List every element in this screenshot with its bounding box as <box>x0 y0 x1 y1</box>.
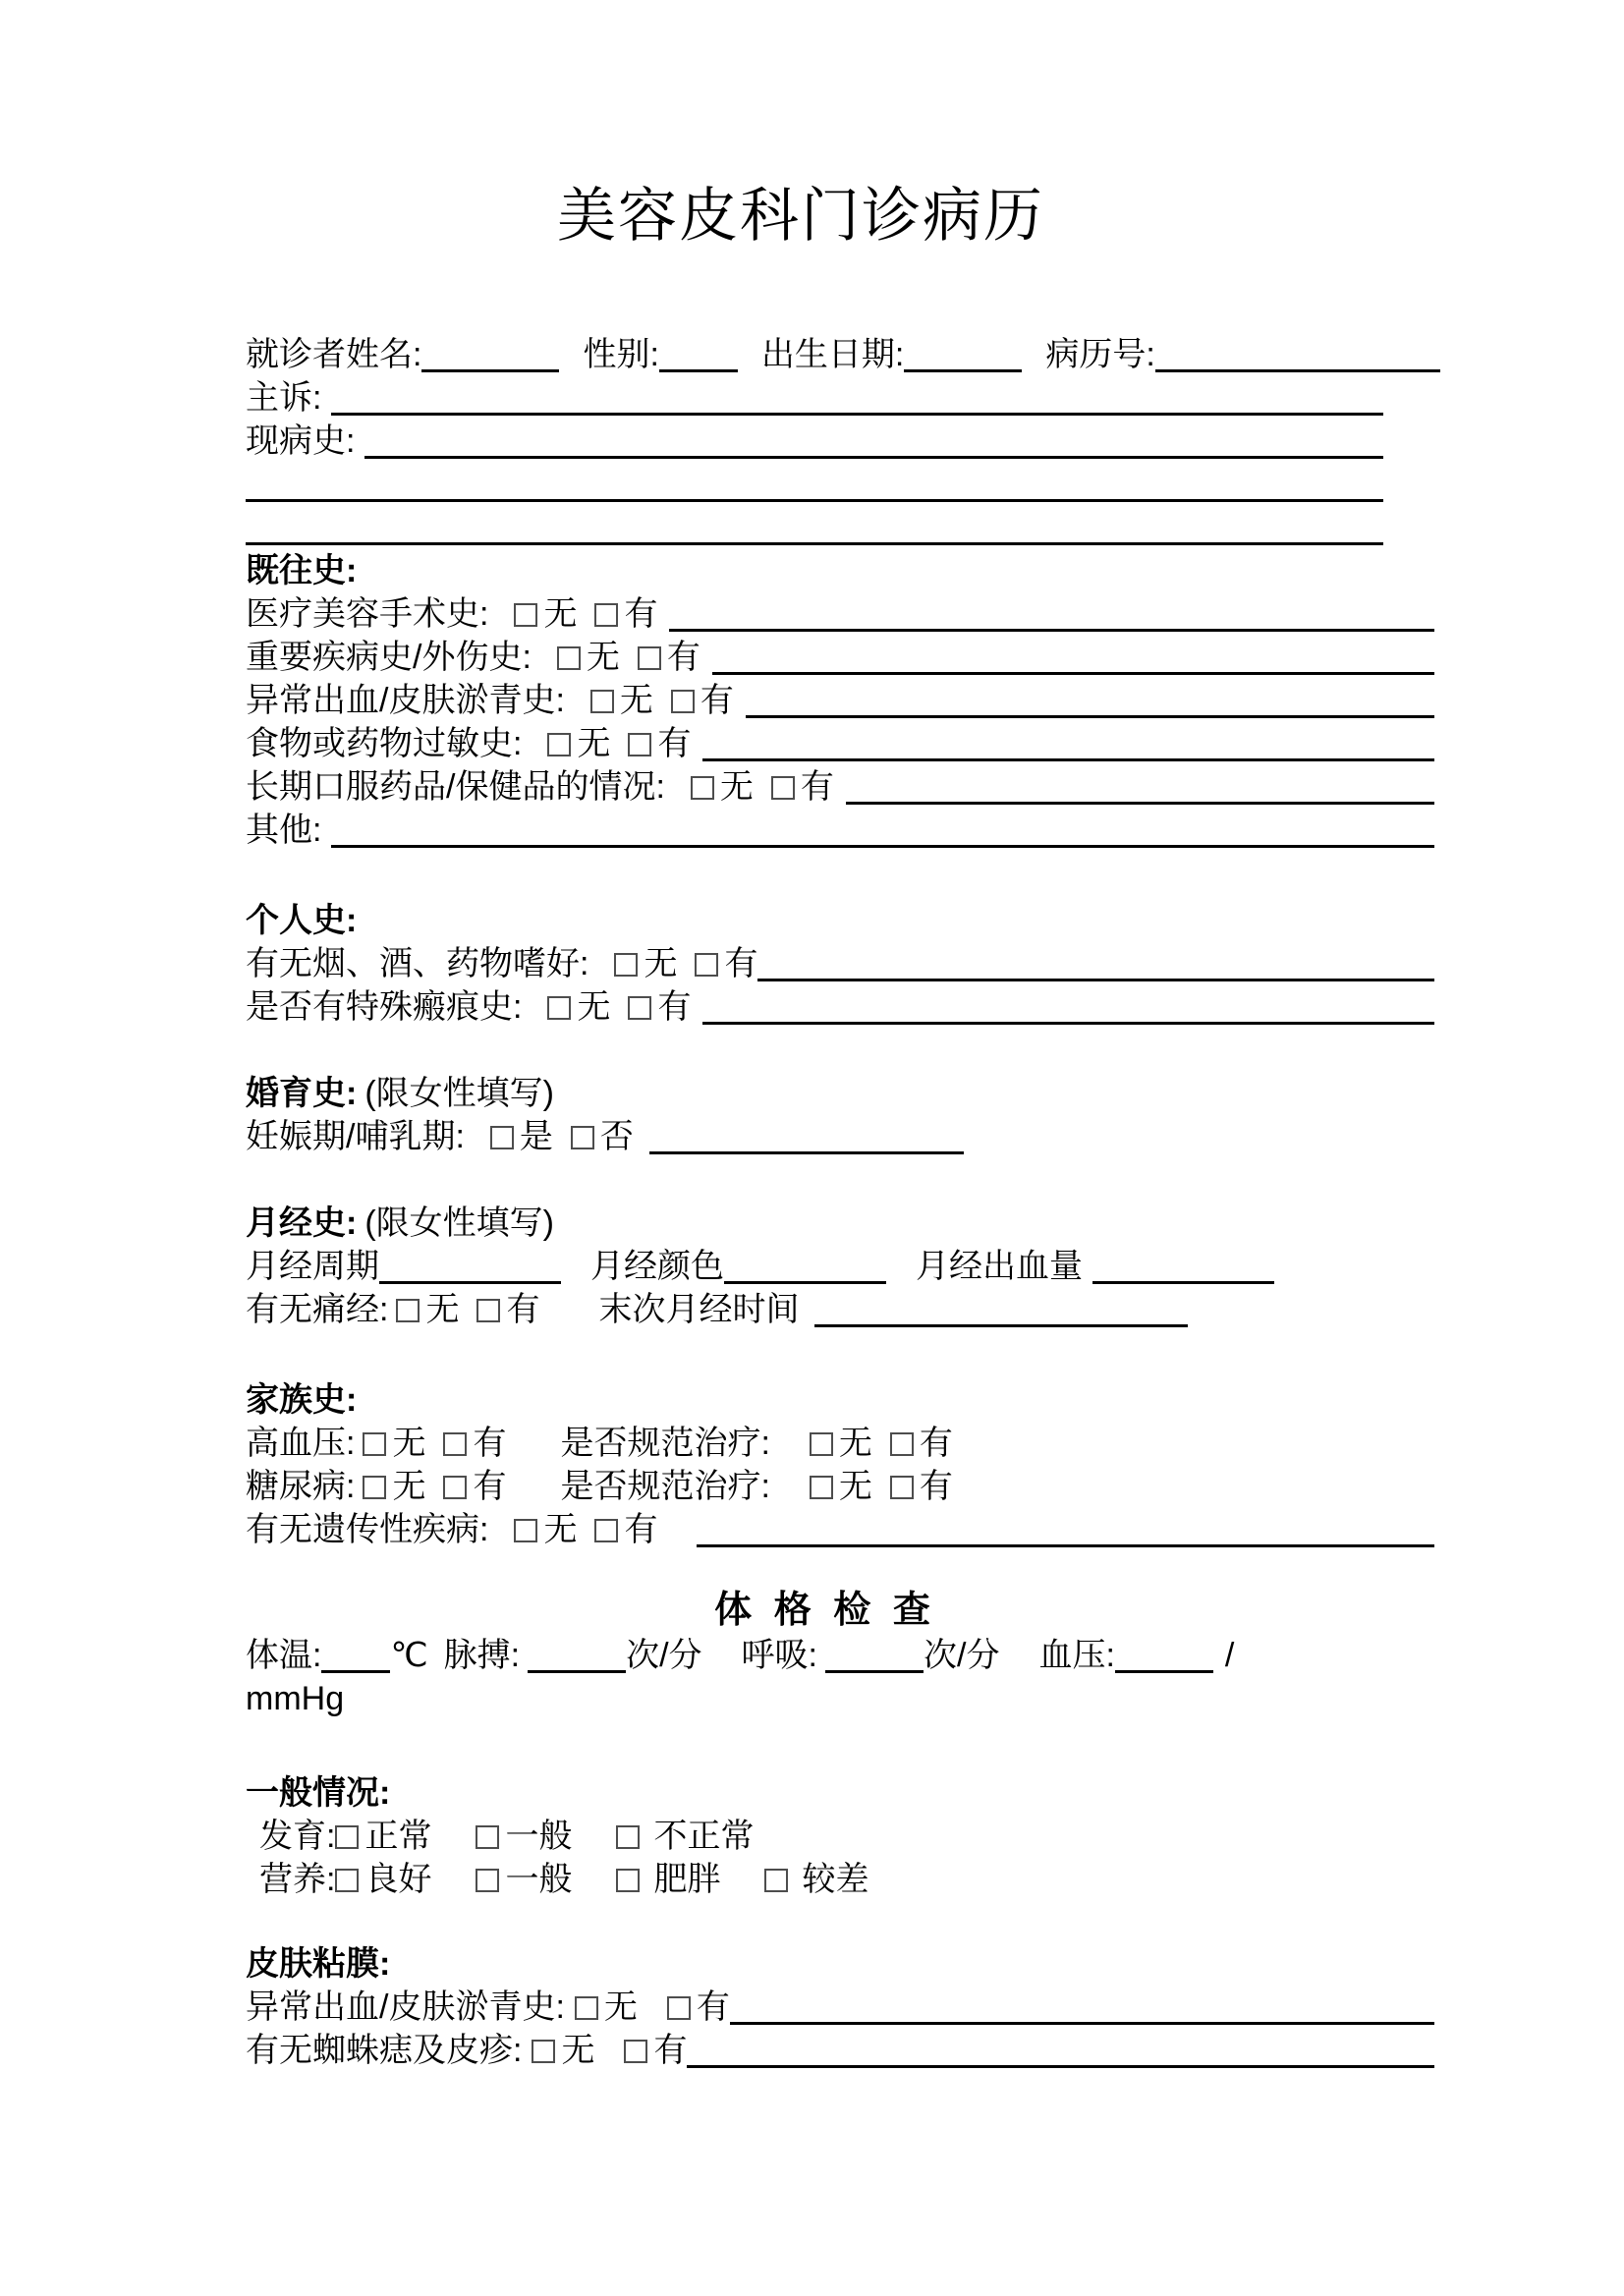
record-no-label: 病历号: <box>1045 336 1155 373</box>
pregnancy-no-checkbox[interactable] <box>571 1126 594 1149</box>
present-illness-cont-blank-2[interactable] <box>246 535 1383 545</box>
hypertension-treatment-label: 是否规范治疗: <box>560 1425 770 1462</box>
present-illness-cont-row-2 <box>246 506 1383 549</box>
allergy-blank[interactable] <box>702 752 1434 761</box>
cycle-blank[interactable] <box>379 1274 561 1284</box>
vitals-row <box>246 1634 1454 1677</box>
marriage-history-note: (限女性填写) <box>364 1075 554 1112</box>
personal-history-header-row <box>246 899 1454 942</box>
pulse-blank[interactable] <box>528 1663 626 1673</box>
skin-bleeding-blank[interactable] <box>730 2015 1434 2025</box>
yes-option-label: 有 <box>473 1425 507 1462</box>
smoking-alcohol-no-checkbox[interactable] <box>614 953 638 977</box>
no-option-label: 无 <box>577 725 611 762</box>
skin-bleeding-label: 异常出血/皮肤淤青史: <box>246 1988 565 2026</box>
diabetes-treatment-label: 是否规范治疗: <box>560 1468 770 1505</box>
pulse-label: 脉搏: <box>443 1637 521 1674</box>
respiration-blank[interactable] <box>825 1663 924 1673</box>
temperature-blank[interactable] <box>321 1663 390 1673</box>
color-label: 月经颜色 <box>590 1248 724 1285</box>
menstrual-history-section <box>246 1202 1454 1331</box>
skin-mucosa-header: 皮肤粘膜: <box>246 1945 391 1983</box>
skin-mucosa-section <box>246 1942 1454 2072</box>
record-no-blank[interactable] <box>1155 363 1440 372</box>
no2-option-label: 否 <box>599 1118 634 1155</box>
yes-option-label: 有 <box>473 1468 507 1505</box>
no-option-label: 无 <box>392 1468 426 1505</box>
gender-label: 性别: <box>583 336 659 373</box>
no-option-label: 无 <box>577 988 611 1026</box>
disease-trauma-yes-checkbox[interactable] <box>638 646 661 670</box>
medication-yes-checkbox[interactable] <box>771 776 795 800</box>
yes-option-label: 有 <box>624 595 658 633</box>
allergy-label: 食物或药物过敏史: <box>246 725 523 762</box>
no-option-label: 无 <box>619 682 653 719</box>
smoking-alcohol-row <box>246 942 1434 985</box>
color-blank[interactable] <box>724 1274 886 1284</box>
no-option-label: 无 <box>586 639 620 676</box>
disease-trauma-blank[interactable] <box>712 665 1434 675</box>
yes-option-label: 有 <box>666 639 700 676</box>
skin-bleeding-no-checkbox[interactable] <box>575 1996 598 2020</box>
smoking-alcohol-yes-checkbox[interactable] <box>695 953 718 977</box>
medication-blank[interactable] <box>846 795 1434 805</box>
respiration-unit: 次/分 <box>924 1637 1000 1674</box>
diabetes-treatment-yes-checkbox[interactable] <box>890 1476 914 1499</box>
development-option-label: 不正常 <box>653 1818 755 1855</box>
surgery-history-blank[interactable] <box>669 622 1434 632</box>
info-block <box>246 333 1454 549</box>
patient-name-label: 就诊者姓名: <box>246 336 422 373</box>
marriage-history-section <box>246 1072 1454 1158</box>
scar-history-row <box>246 985 1434 1029</box>
present-illness-row <box>246 420 1383 463</box>
pain-no-checkbox[interactable] <box>396 1299 420 1322</box>
menstrual-history-note: (限女性填写) <box>364 1204 554 1242</box>
surgery-history-no-checkbox[interactable] <box>514 603 537 627</box>
hereditary-row <box>246 1508 1434 1551</box>
pregnancy-row <box>246 1115 1454 1158</box>
nutrition-option-label: 较差 <box>802 1861 869 1898</box>
disease-trauma-label: 重要疾病史/外伤史: <box>246 639 532 676</box>
hypertension-no-checkbox[interactable] <box>363 1432 386 1456</box>
past-other-blank[interactable] <box>331 838 1434 848</box>
family-history-header: 家族史: <box>246 1381 358 1419</box>
past-other-row <box>246 809 1434 852</box>
allergy-no-checkbox[interactable] <box>547 733 571 756</box>
spider-nevus-row <box>246 2029 1434 2072</box>
pregnancy-label: 妊娠期/哺乳期: <box>246 1118 465 1155</box>
pain-yes-checkbox[interactable] <box>476 1299 500 1322</box>
yes-option-label: 有 <box>700 682 734 719</box>
development-option-label: 一般 <box>505 1818 573 1855</box>
temperature-unit: ℃ <box>390 1637 428 1674</box>
skin-mucosa-header-row <box>246 1942 1454 1986</box>
page-content <box>246 0 1454 2072</box>
yes-option-label: 有 <box>919 1425 953 1462</box>
general-condition-header-row <box>246 1771 1454 1815</box>
bp-unit-row <box>246 1677 1454 1720</box>
yes-option-label: 有 <box>506 1291 540 1328</box>
diabetes-label: 糖尿病: <box>246 1468 356 1505</box>
nutrition-obese-checkbox[interactable] <box>616 1869 640 1892</box>
bleeding-bruising-yes-checkbox[interactable] <box>671 690 695 713</box>
yes-option-label: 有 <box>657 988 692 1026</box>
no-option-label: 无 <box>719 768 754 806</box>
blood-pressure-slash: / <box>1224 1637 1235 1674</box>
hereditary-label: 有无遗传性疾病: <box>246 1511 489 1548</box>
dob-label: 出生日期: <box>760 336 905 373</box>
physical-exam-section <box>246 1587 1454 1720</box>
family-history-header-row <box>246 1378 1454 1422</box>
personal-history-section <box>246 899 1454 1029</box>
medication-no-checkbox[interactable] <box>691 776 714 800</box>
no-option-label: 无 <box>838 1468 872 1505</box>
bleeding-bruising-no-checkbox[interactable] <box>590 690 614 713</box>
present-illness-cont-row-1 <box>246 463 1383 506</box>
yes-option-label: 有 <box>724 945 758 982</box>
development-row <box>246 1815 1454 1858</box>
skin-bleeding-row <box>246 1986 1434 2029</box>
nutrition-option-label: 良好 <box>364 1861 432 1898</box>
hypertension-yes-checkbox[interactable] <box>443 1432 467 1456</box>
hypertension-label: 高血压: <box>246 1425 356 1462</box>
chief-complaint-blank[interactable] <box>331 406 1383 416</box>
yes-option-label: 有 <box>919 1468 953 1505</box>
no-option-label: 无 <box>603 1988 638 2026</box>
blood-pressure-blank[interactable] <box>1115 1663 1213 1673</box>
hypertension-treatment-yes-checkbox[interactable] <box>890 1432 914 1456</box>
patient-info-row <box>246 333 1440 376</box>
nutrition-label: 营养: <box>259 1861 336 1898</box>
nutrition-option-label: 一般 <box>505 1861 573 1898</box>
spider-nevus-blank[interactable] <box>687 2058 1434 2068</box>
volume-blank[interactable] <box>1092 1274 1274 1284</box>
bleeding-bruising-blank[interactable] <box>746 708 1434 718</box>
past-other-label: 其他: <box>246 812 322 849</box>
yes-option-label: 有 <box>696 1988 730 2026</box>
medication-label: 长期口服药品/保健品的情况: <box>246 768 665 806</box>
dob-blank[interactable] <box>904 363 1022 372</box>
spider-nevus-yes-checkbox[interactable] <box>624 2040 647 2063</box>
surgery-history-row <box>246 592 1434 636</box>
allergy-row <box>246 722 1434 765</box>
smoking-alcohol-label: 有无烟、酒、药物嗜好: <box>246 945 589 982</box>
pain-label: 有无痛经: <box>246 1291 389 1328</box>
hereditary-no-checkbox[interactable] <box>514 1519 537 1542</box>
hereditary-blank[interactable] <box>697 1538 1434 1547</box>
development-option-label: 正常 <box>364 1818 432 1855</box>
last-period-blank[interactable] <box>814 1317 1188 1327</box>
last-period-label: 末次月经时间 <box>598 1291 800 1328</box>
bleeding-bruising-row <box>246 679 1434 722</box>
blood-pressure-unit: mmHg <box>246 1680 345 1717</box>
general-condition-header: 一般情况: <box>246 1774 391 1812</box>
development-normal-checkbox[interactable] <box>335 1825 359 1849</box>
hypertension-treatment-no-checkbox[interactable] <box>810 1432 833 1456</box>
medication-row <box>246 765 1434 809</box>
diabetes-yes-checkbox[interactable] <box>443 1476 467 1499</box>
pulse-unit: 次/分 <box>626 1637 702 1674</box>
menstrual-detail-row <box>246 1245 1454 1288</box>
disease-trauma-no-checkbox[interactable] <box>557 646 581 670</box>
yes-option-label: 有 <box>653 2032 688 2069</box>
yes2-option-label: 是 <box>519 1118 553 1155</box>
no-option-label: 无 <box>543 1511 578 1548</box>
no-option-label: 无 <box>561 2032 595 2069</box>
volume-label: 月经出血量 <box>916 1248 1083 1285</box>
family-history-section <box>246 1378 1454 1551</box>
bleeding-bruising-label: 异常出血/皮肤淤青史: <box>246 682 565 719</box>
page-title: 美容皮科门诊病历 <box>557 183 1044 249</box>
no-option-label: 无 <box>392 1425 426 1462</box>
scar-history-no-checkbox[interactable] <box>547 996 571 1020</box>
spider-nevus-no-checkbox[interactable] <box>532 2040 555 2063</box>
scar-history-blank[interactable] <box>702 1015 1434 1025</box>
past-history-header: 既往史: <box>246 552 358 589</box>
diabetes-no-checkbox[interactable] <box>363 1476 386 1499</box>
cycle-label: 月经周期 <box>246 1248 379 1285</box>
past-history-section <box>246 549 1454 852</box>
present-illness-label: 现病史: <box>246 422 356 460</box>
surgery-history-label: 医疗美容手术史: <box>246 595 489 633</box>
menstrual-history-header-row <box>246 1202 1454 1245</box>
no-option-label: 无 <box>838 1425 872 1462</box>
scar-history-label: 是否有特殊瘢痕史: <box>246 988 523 1026</box>
no-option-label: 无 <box>644 945 678 982</box>
development-label: 发育: <box>259 1818 336 1855</box>
present-illness-cont-blank-1[interactable] <box>246 492 1383 502</box>
chief-complaint-row <box>246 376 1383 420</box>
hypertension-row <box>246 1422 1454 1465</box>
yes-option-label: 有 <box>624 1511 658 1548</box>
marriage-history-header: 婚育史: <box>246 1075 358 1112</box>
gender-blank[interactable] <box>659 363 738 372</box>
hereditary-yes-checkbox[interactable] <box>594 1519 618 1542</box>
present-illness-blank[interactable] <box>364 449 1383 459</box>
physical-exam-header: 体 格 检 查 <box>714 1590 936 1631</box>
marriage-history-header-row <box>246 1072 1454 1115</box>
smoking-alcohol-blank[interactable] <box>757 972 1434 981</box>
no-option-label: 无 <box>543 595 578 633</box>
blood-pressure-label: 血压: <box>1038 1637 1115 1674</box>
development-abnormal-checkbox[interactable] <box>616 1825 640 1849</box>
nutrition-poor-checkbox[interactable] <box>764 1869 788 1892</box>
no-option-label: 无 <box>425 1291 460 1328</box>
disease-trauma-row <box>246 636 1434 679</box>
chief-complaint-label: 主诉: <box>246 379 322 417</box>
diabetes-row <box>246 1465 1454 1508</box>
allergy-yes-checkbox[interactable] <box>628 733 651 756</box>
personal-history-header: 个人史: <box>246 902 358 939</box>
pregnancy-yes-checkbox[interactable] <box>490 1126 514 1149</box>
nutrition-average-checkbox[interactable] <box>476 1869 499 1892</box>
yes-option-label: 有 <box>800 768 834 806</box>
development-average-checkbox[interactable] <box>476 1825 499 1849</box>
general-condition-section <box>246 1771 1454 1901</box>
surgery-history-yes-checkbox[interactable] <box>594 603 618 627</box>
temperature-label: 体温: <box>246 1637 322 1674</box>
yes-option-label: 有 <box>657 725 692 762</box>
patient-name-blank[interactable] <box>421 363 559 372</box>
menstrual-pain-row <box>246 1288 1454 1331</box>
nutrition-good-checkbox[interactable] <box>335 1869 359 1892</box>
past-history-header-row <box>246 549 1454 592</box>
spider-nevus-label: 有无蜘蛛痣及皮疹: <box>246 2032 523 2069</box>
nutrition-row <box>246 1858 1454 1901</box>
menstrual-history-header: 月经史: <box>246 1204 358 1242</box>
diabetes-treatment-no-checkbox[interactable] <box>810 1476 833 1499</box>
skin-bleeding-yes-checkbox[interactable] <box>667 1996 691 2020</box>
respiration-label: 呼吸: <box>741 1637 817 1674</box>
scar-history-yes-checkbox[interactable] <box>628 996 651 1020</box>
pregnancy-blank[interactable] <box>649 1145 964 1154</box>
nutrition-option-label: 肥胖 <box>653 1861 721 1898</box>
